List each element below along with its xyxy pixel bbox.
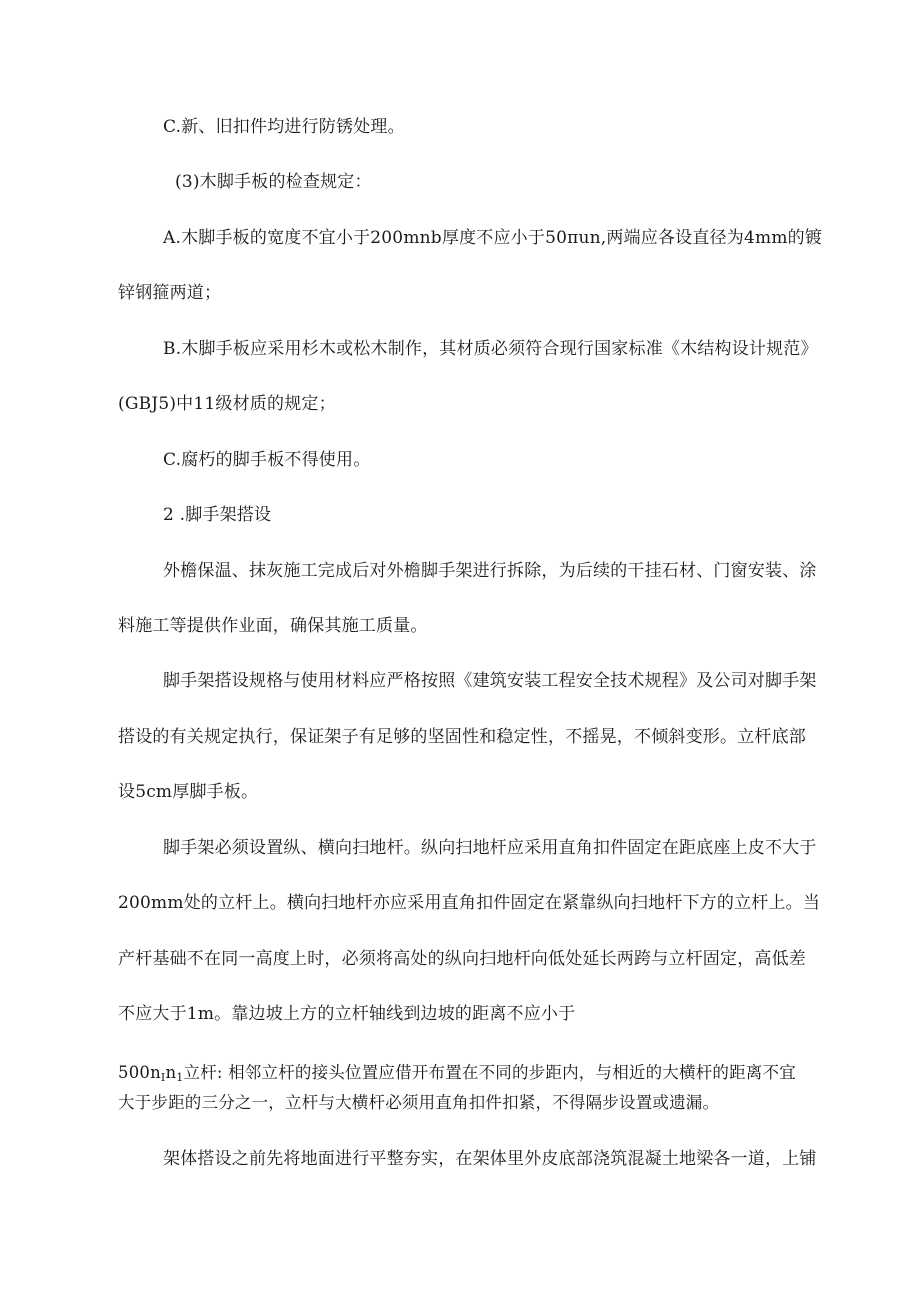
section-heading: 2 .脚手架搭设 — [163, 505, 272, 525]
garbled-subscript: I — [160, 1071, 166, 1084]
paragraph-line: 设5cm厚脚手板。 — [118, 782, 259, 802]
paragraph-line: 锌钢箍两道； — [118, 283, 222, 303]
garbled-char: n — [165, 1063, 177, 1082]
paragraph-line: (GBJ5)中11级材质的规定； — [118, 394, 336, 414]
paragraph-line: 脚手架必须设置纵、横向扫地杆。纵向扫地杆应采用直角扣件固定在距底座上皮不大于 — [163, 838, 817, 858]
garbled-number: 500 — [118, 1063, 151, 1082]
paragraph-line: 搭设的有关规定执行，保证架子有足够的坚固性和稳定性，不摇晃，不倾斜变形。立杆底部 — [118, 727, 806, 747]
paragraph-line: 外檐保温、抹灰施工完成后对外檐脚手架进行拆除，为后续的干挂石材、门窗安装、涂 — [163, 561, 817, 581]
paragraph-line: 200mm处的立杆上。横向扫地杆亦应采用直角扣件固定在紧靠纵向扫地杆下方的立杆上。当 — [118, 893, 821, 913]
garbled-subscript: 1 — [176, 1071, 184, 1084]
paragraph-line: C.腐朽的脚手板不得使用。 — [163, 450, 371, 470]
paragraph-line: 产杆基础不在同一高度上时，必须将高处的纵向扫地杆向低处延长两跨与立杆固定，高低差 — [118, 949, 806, 969]
paragraph-line: A.木脚手板的宽度不宜小于200mnb厚度不应小于50πun,两端应各设直径为4mm的镀 — [163, 228, 823, 248]
paragraph-line: C.新、旧扣件均进行防锈处理。 — [163, 117, 405, 137]
paragraph-line: B.木脚手板应采用杉木或松木制作，其材质必须符合现行国家标准《木结构设计规范》 — [163, 339, 818, 359]
paragraph-line — [118, 1062, 796, 1089]
paragraph-line: 脚手架搭设规格与使用材料应严格按照《建筑安装工程安全技术规程》及公司对脚手架 — [163, 671, 817, 691]
paragraph-line: 架体搭设之前先将地面进行平整夯实，在架体里外皮底部浇筑混凝土地梁各一道，上铺 — [163, 1149, 817, 1169]
garbled-char: n — [150, 1063, 161, 1082]
section-heading: (3)木脚手板的检查规定： — [175, 172, 372, 192]
paragraph-line: 大于步距的三分之一，立杆与大横杆必须用直角扣件扣紧，不得隔步设置或遗漏。 — [118, 1093, 720, 1112]
paragraph-line: 料施工等提供作业面，确保其施工质量。 — [118, 616, 428, 636]
paragraph-line: 不应大于1m。靠边坡上方的立杆轴线到边坡的距离不应小于 — [118, 1004, 576, 1024]
line-text: 立杆: 相邻立杆的接头位置应借开布置在不同的步距内，与相近的大横杆的距离不宜 — [183, 1063, 796, 1082]
